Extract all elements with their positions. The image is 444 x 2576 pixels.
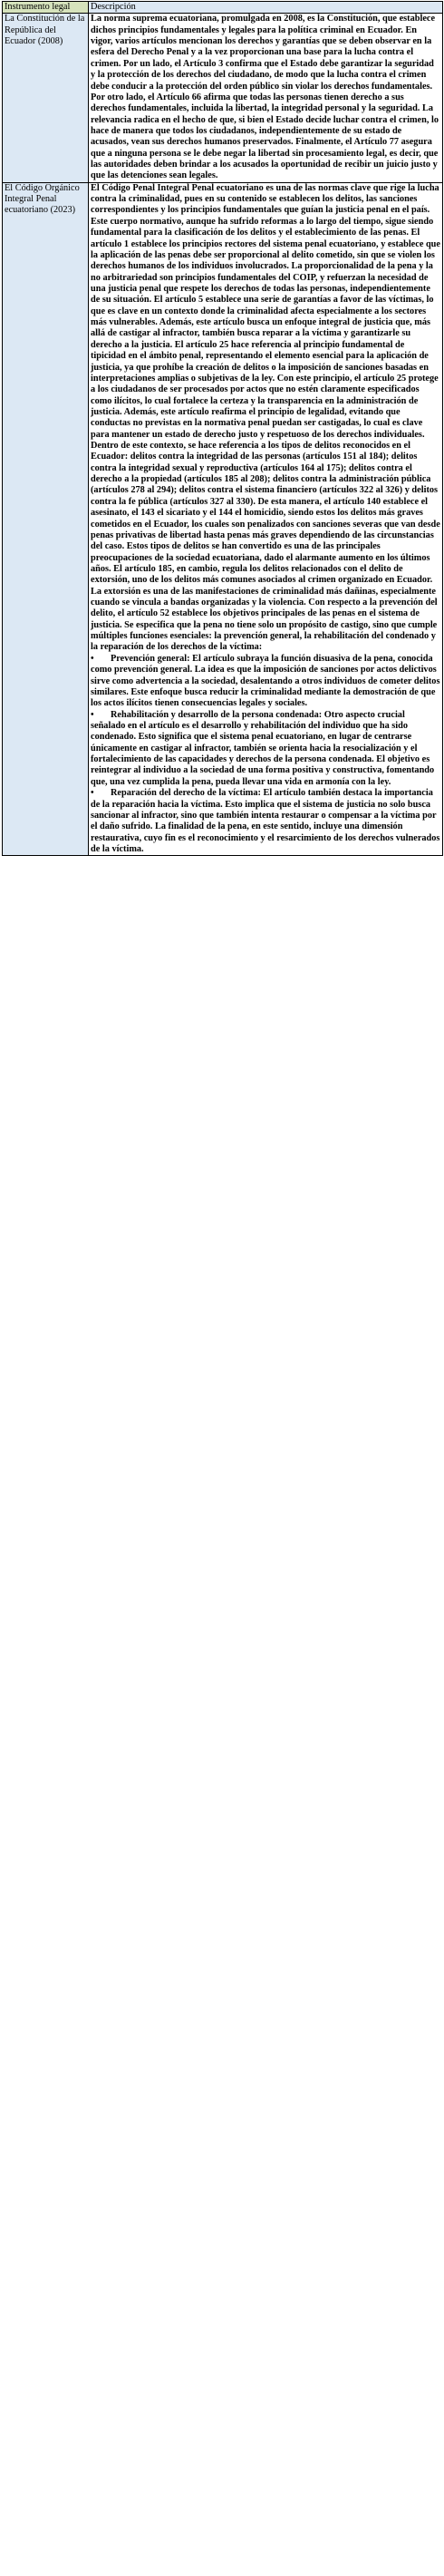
table-row — [3, 182, 443, 856]
description-cell — [89, 14, 443, 182]
column-header-description: Descripción — [89, 2, 443, 14]
instrument-cell: El Código Orgánico Integral Penal ecuatoriano (2023) — [3, 182, 89, 856]
description-cell — [89, 182, 443, 856]
description-paragraph: La norma suprema ecuatoriana, promulgada en 2008, es la Constitución, que establece dichos principios fundamentales y legales para la política criminal en Ecuador. En vigor, varios artículos mencionan los derechos y garantías que se deben observar en la esfera del Derecho Penal y a la vez proporcionan una base para la lucha contra el crimen. Por un lado, el Artículo 3 confirma que el Estado debe garantizar la seguridad y la protección de los derechos del ciudadano, de modo que la lucha contra el crimen debe conducir a la protección del orden público sin violar los derechos fundamentales. Por otro lado, el Artículo 66 afirma que todas las personas tienen derecho a sus derechos fundamentales, incluida la libertad, la integridad personal y la seguridad. La relevancia radica en el hecho de que, si bien el Estado decide luchar contra el crimen, lo hace de manera que todos los ciudadanos, independientemente de su estado de acusados, vean sus derechos humanos preservados. Finalmente, el Artículo 77 asegura que a ninguna persona se le debe negar la libertad sin procesamiento legal, es decir, que las autoridades deben brindar a los acusados la oportunidad de recibir un juicio justo y que las detenciones sean legales. — [91, 14, 439, 181]
bullet-marker: • — [91, 653, 94, 664]
column-header-instrument: Instrumento legal — [3, 2, 89, 14]
list-item-text: Prevención general: El artículo subraya la función disuasiva de la pena, conocida como prevención general. La idea es que la imposición de sanciones por actos delictivos sirve como advertencia a la sociedad, desalentando a otros individuos de cometer delitos similares. Este enfoque busca reducir la criminalidad mediante la demostración de que los actos ilícitos tienen consecuencias legales y sociales. — [91, 653, 440, 709]
bullet-marker: • — [91, 788, 94, 799]
list-item-text: Rehabilitación y desarrollo de la persona condenada: Otro aspecto crucial señalado en el artículo es el desarrollo y rehabilitación del individuo que ha sido condenado. Esto significa que el sistema penal ecuatoriano, en lugar de centrarse únicamente en castigar al infractor, también se orienta hacia la resocialización y el fortalecimiento de las capacidades y derechos de la persona condenada. El objetivo es reintegrar al individuo a la sociedad de una forma positiva y constructiva, fomentando que, una vez cumplida la pena, pueda llevar una vida en armonía con la ley. — [91, 709, 435, 787]
instrument-cell: La Constitución de la República del Ecuador (2008) — [3, 14, 89, 182]
list-item — [91, 654, 440, 710]
table-row — [3, 14, 443, 182]
list-item-text: Reparación del derecho de la víctima: El artículo también destaca la importancia de la reparación hacia la víctima. Esto implica que el sistema de justicia no solo busca sancionar al infractor, sino que también intenta restaurar o compensar a la víctima por el daño sufrido. La finalidad de la pena, en este sentido, incluye una dimensión restaurativa, cuyo fin es el reconocimiento y el resarcimiento de los derechos vulnerados de la víctima. — [91, 788, 440, 854]
bullet-marker: • — [91, 709, 94, 720]
list-item — [91, 788, 440, 855]
table-header-row — [3, 2, 443, 14]
legal-instruments-table — [2, 1, 443, 856]
list-item — [91, 710, 440, 789]
description-paragraph: El Código Penal Integral Penal ecuatoriano es una de las normas clave que rige la lucha contra la criminalidad, pues en su contenido se establecen los delitos, las sanciones correspondientes y los principios fundamentales que guían la justicia penal en el país. Este cuerpo normativo, aunque ha sufrido reformas a lo largo del tiempo, sigue siendo fundamental para la clasificación de los delitos y el establecimiento de las penas. El artículo 1 establece los principios rectores del sistema penal ecuatoriano, y establece que la aplicación de las penas debe ser proporcional al delito cometido, sin que se violen los derechos humanos de los individuos involucrados. La proporcionalidad de la pena y la no arbitrariedad son principios fundamentales del COIP, y refuerzan la necesidad de una justicia penal que respete los derechos de todas las personas, independientemente de su situación. El artículo 5 establece una serie de garantías a favor de las víctimas, lo que es clave en un contexto donde la criminalidad afecta especialmente a los sectores más vulnerables. Además, este artículo busca un enfoque integral de justicia que, más allá de castigar al infractor, también busca reparar a la víctima y garantizarle su derecho a la justicia. El artículo 25 hace referencia al principio fundamental de tipicidad en el ámbito penal, representando el elemento esencial para la aplicación de justicia, ya que prohíbe la creación de delitos o la imposición de sanciones basadas en interpretaciones amplias o subjetivas de la ley. Con este principio, el artículo 25 protege a los ciudadanos de ser procesados por actos que no estén claramente especificados como ilícitos, lo cual fortalece la certeza y la transparencia en la administración de justicia. Además, este artículo reafirma el principio de legalidad, evitando que conductas no previstas en la normativa penal puedan ser castigadas, lo cual es clave para mantener un estado de derecho justo y respetuoso de los derechos individuales. Dentro de este contexto, se hace referencia a los tipos de delitos reconocidos en el Ecuador: delitos contra la integridad de las personas (artículos 151 al 184); delitos contra la integridad sexual y reproductiva (artículos 164 al 175); delitos contra el derecho a la propiedad (artículos 185 al 208); delitos contra la administración pública (artículos 278 al 294); delitos contra el sistema financiero (artículos 322 al 326) y delitos contra la fe pública (artículos 327 al 330). De esta manera, el artículo 140 establece el asesinato, el 143 el sicariato y el 144 el homicidio, siendo estos los delitos más graves cometidos en el Ecuador, los cuales son penalizados con sanciones severas que van desde penas privativas de libertad hasta penas más graves dependiendo de las circunstancias del caso. Estos tipos de delitos se han convertido es una de las principales preocupaciones de la sociedad ecuatoriana, dado el alarmante aumento en los últimos años. El artículo 185, en cambio, regula los delitos relacionados con el delito de extorsión, uno de los delitos más comunes asociados al crimen organizado en Ecuador. La extorsión es una de las manifestaciones de criminalidad más dañinas, especialmente cuando se vincula a bandas organizadas y la violencia. Con respecto a la prevención del delito, el artículo 52 establece los objetivos principales de las penas en el sistema de justicia. Se especifica que la pena no tiene solo un propósito de castigo, sino que cumple múltiples funciones esenciales: la prevención general, la rehabilitación del condenado y la reparación de los derechos de la víctima: — [91, 182, 440, 653]
